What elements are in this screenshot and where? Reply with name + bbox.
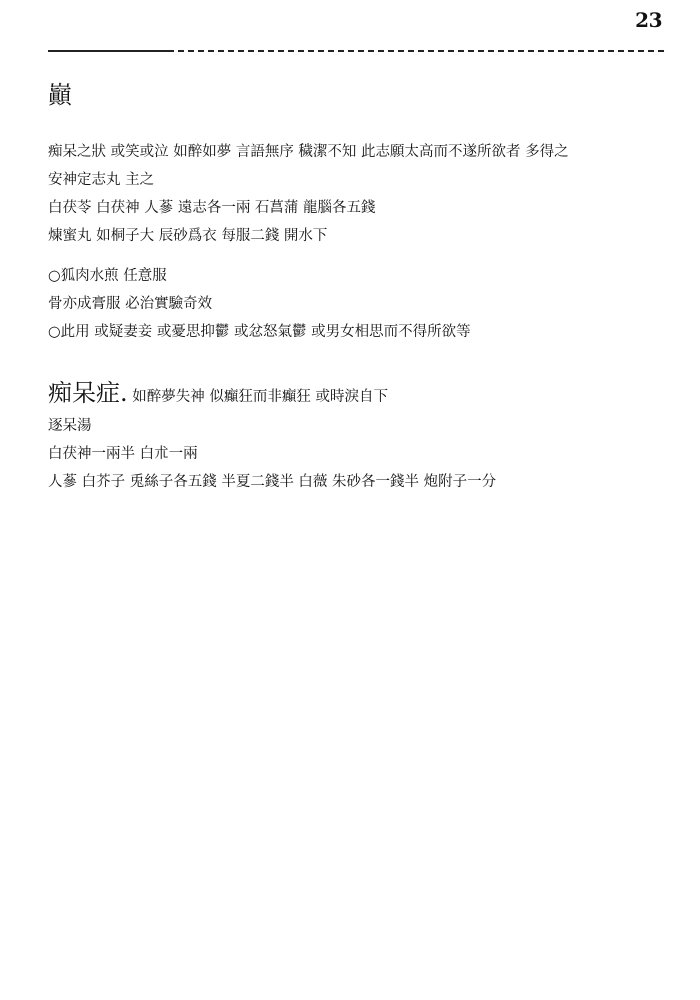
subsection-description: 如醉夢失神 似癲狂而非癲狂 或時淚自下 — [127, 389, 388, 405]
remedy-paragraph — [48, 262, 668, 346]
text-line: 白茯苓 白茯神 人蔘 遠志各一兩 石菖蒲 龍腦各五錢 — [48, 200, 376, 216]
text-line: 痴呆之狀 或笑或泣 如醉如夢 言語無序 穢潔不知 此志願太高而不遂所欲者 多得之 — [48, 144, 569, 160]
header-rule-segment — [48, 50, 168, 52]
symptom-paragraph — [48, 138, 668, 250]
text-line: 逐呆湯 — [48, 418, 92, 434]
text-line: 人蔘 白芥子 兎絲子各五錢 半夏二錢半 白薇 朱砂各一錢半 炮附子一分 — [48, 474, 497, 490]
text-line: ○此用 或疑妻妾 或憂思抑鬱 或忿怒氣鬱 或男女相思而不得所欲等 — [48, 324, 471, 340]
text-line: 骨亦成膏服 必治實驗奇效 — [48, 296, 213, 312]
section-title: 巓 — [48, 81, 72, 109]
subsection-title: 痴呆症. — [48, 379, 128, 407]
prescription-paragraph — [48, 412, 668, 496]
text-line: ○狐肉水煎 任意服 — [48, 268, 167, 284]
text-line: 白茯神一兩半 白朮一兩 — [48, 446, 198, 462]
subsection-heading — [48, 376, 668, 414]
text-line: 煉蜜丸 如桐子大 辰砂爲衣 每服二錢 開水下 — [48, 228, 328, 244]
page-number: 23 — [635, 8, 662, 32]
text-line: 安神定志丸 主之 — [48, 172, 155, 188]
